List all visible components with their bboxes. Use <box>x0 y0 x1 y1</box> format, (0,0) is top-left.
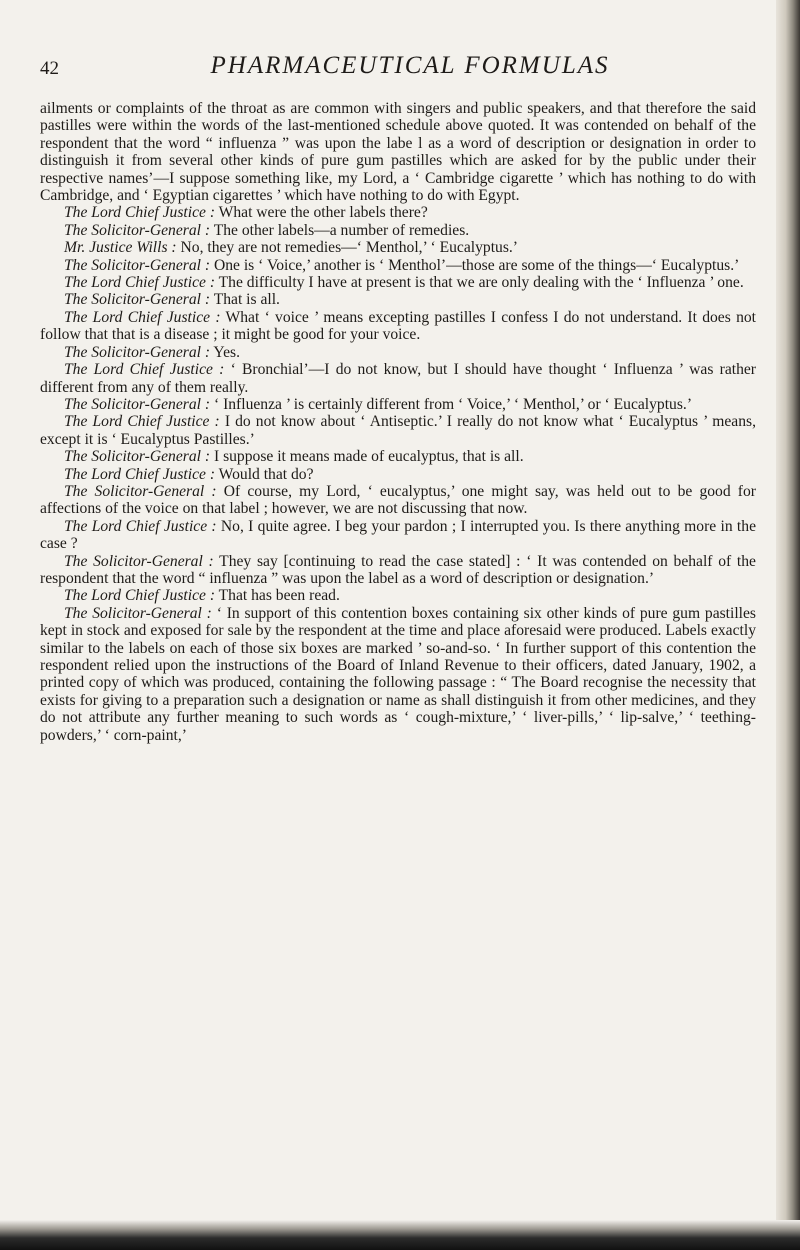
speaker-name: The Lord Chief Justice : <box>64 204 216 222</box>
speaker-name: The Lord Chief Justice : <box>64 274 216 292</box>
paragraph-text: Of course, my Lord, ‘ eucalyptus,’ one might say, was held out to be good for affections of the voice on that label ; however, we are not discussing that now. <box>40 482 756 518</box>
paragraph <box>40 239 756 256</box>
paragraph-text: Would that do? <box>215 465 314 483</box>
speaker-name: The Solicitor-General : <box>64 552 214 570</box>
page-edge-shadow <box>776 0 800 1250</box>
paragraph-text: The other labels—a number of remedies. <box>210 221 470 239</box>
speaker-name: The Solicitor-General : <box>64 343 211 361</box>
speaker-name: Mr. Justice Wills : <box>64 239 177 257</box>
speaker-name: The Lord Chief Justice : <box>64 308 221 326</box>
paragraph-text: No, they are not remedies—‘ Menthol,’ ‘ Eucalyptus.’ <box>176 239 518 257</box>
paragraph-text: That is all. <box>210 291 280 309</box>
paragraph-text: That has been read. <box>215 587 340 605</box>
speaker-name: The Solicitor-General : <box>64 221 211 239</box>
paragraph <box>40 291 756 308</box>
paragraph-text: No, I quite agree. I beg your pardon ; I interrupted you. Is there anything more in the case ? <box>40 517 756 553</box>
paragraph <box>40 257 756 274</box>
paragraph-text: The difficulty I have at present is that we are only dealing with the ‘ Influenza ’ one. <box>215 274 744 292</box>
speaker-name: The Solicitor-General : <box>64 256 211 274</box>
paragraph-text: ‘ In support of this contention boxes containing six other kinds of pure gum pastilles kept in stock and exposed for sale by the respondent at the time and place aforesaid were produced. Labels exactly similar to the labels on each of those six boxes are marked ’ so-and-so. ‘ In further support of this contention the respondent relied upon the instructions of the Board of Inland Revenue to their officers, dated January, 1902, a printed copy of which was produced, containing the following passage : “ The Board recognise the necessity that exists for giving to a preparation such a designation or name as shall distinguish it from other medicines, and they do not attribute any further meaning to such words as ‘ cough-mixture,’ ‘ liver-pills,’ ‘ lip-salve,’ ‘ teething-powders,’ ‘ corn-paint,’ <box>40 604 757 744</box>
paragraph-text: I suppose it means made of eucalyptus, that is all. <box>210 448 524 466</box>
paragraph <box>40 100 756 204</box>
paragraph-text: I do not know about ‘ Antiseptic.’ I really do not know what ‘ Eucalyptus ’ means, except it is ‘ Eucalyptus Pastilles.’ <box>40 413 756 448</box>
speaker-name: The Lord Chief Justice : <box>64 413 220 431</box>
paragraph <box>40 466 756 483</box>
paragraph-text: Yes. <box>210 343 240 361</box>
paragraph <box>40 361 756 396</box>
paragraph-text: ‘ Influenza ’ is certainly different from ‘ Voice,’ ‘ Menthol,’ or ‘ Eucalyptus.’ <box>210 395 693 413</box>
paragraph-text: ailments or complaints of the throat as are common with singers and public speakers, and that therefore the said pastilles were within the words of the last-mentioned schedule above quoted. It was contended on behalf of the respondent that the word “ influenza ” was upon the labe l as a word of description or designation in order to distinguish it from several other kinds of pure gum pastilles which are asked for by the public under their respective names’—I suppose something like, my Lord, a ‘ Cambridge cigarette ’ which has nothing to do with Cambridge, and ‘ Egyptian cigarettes ’ which have nothing to do with Egypt. <box>40 100 756 205</box>
paragraph <box>40 222 756 239</box>
paragraph <box>40 587 756 604</box>
paragraph <box>40 274 756 291</box>
paragraph <box>40 518 756 553</box>
paragraph <box>40 413 756 448</box>
page-number: 42 <box>40 58 59 79</box>
paragraph-text: One is ‘ Voice,’ another is ‘ Menthol’—those are some of the things—‘ Eucalyptus.’ <box>210 256 740 274</box>
running-head: PHARMACEUTICAL FORMULAS <box>210 52 610 79</box>
paragraph-text: What were the other labels there? <box>215 204 428 222</box>
paragraph-text: They say [continuing to read the case stated] : ‘ It was contended on behalf of the respondent that the word “ influenza ” was upon the label as a word of description or designation.’ <box>40 552 756 587</box>
paragraph <box>40 396 756 413</box>
paragraph <box>40 483 756 518</box>
speaker-name: The Lord Chief Justice : <box>64 361 225 379</box>
speaker-name: The Solicitor-General : <box>64 448 211 466</box>
body-text <box>40 100 756 744</box>
page-bottom-shadow <box>0 1220 800 1250</box>
paragraph <box>40 553 756 588</box>
speaker-name: The Solicitor-General : <box>64 291 211 309</box>
speaker-name: The Solicitor-General : <box>64 482 217 500</box>
speaker-name: The Solicitor-General : <box>64 395 211 413</box>
paragraph <box>40 204 756 221</box>
paragraph <box>40 344 756 361</box>
paragraph-text: ‘ Bronchial’—I do not know, but I should have thought ‘ Influenza ’ was rather different from any of them really. <box>40 361 757 396</box>
speaker-name: The Lord Chief Justice : <box>64 465 216 483</box>
speaker-name: The Lord Chief Justice : <box>64 517 217 535</box>
paragraph-text: What ‘ voice ’ means excepting pastilles I confess I do not understand. It does not follow that that is a disease ; it might be good for your voice. <box>40 308 756 344</box>
speaker-name: The Solicitor-General : <box>64 604 212 622</box>
paragraph <box>40 448 756 465</box>
paragraph <box>40 605 756 744</box>
paragraph <box>40 309 756 344</box>
speaker-name: The Lord Chief Justice : <box>64 587 216 605</box>
page-header <box>40 52 760 86</box>
